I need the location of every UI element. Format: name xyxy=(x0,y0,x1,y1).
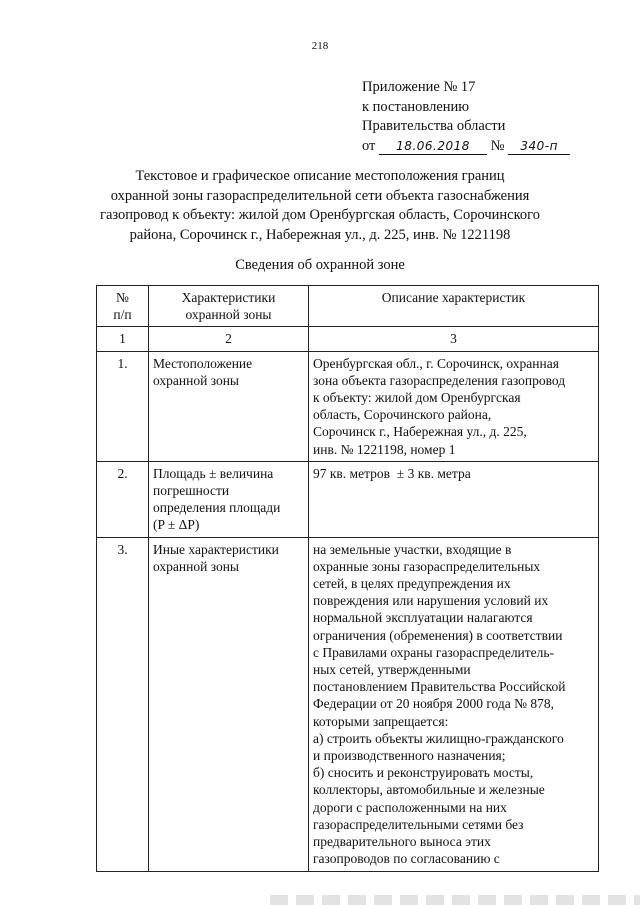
row-characteristic xyxy=(149,461,309,537)
text-line: охранной зоны xyxy=(153,558,240,574)
text-line: б) сносить и реконструировать мосты, xyxy=(313,765,534,781)
number-prefix: № xyxy=(490,137,505,154)
text-line: ограничения (обременения) в соответствии xyxy=(313,627,563,643)
text-line: 97 кв. метров ± 3 кв. метра xyxy=(313,465,471,481)
text-line: которыми запрещается: xyxy=(313,713,449,729)
row-description xyxy=(309,461,599,537)
header-desc-text: Описание характеристик xyxy=(381,290,526,305)
section-subtitle: Сведения об охранной зоне xyxy=(235,257,405,273)
text-line: а) строить объекты жилищно-гражданского xyxy=(313,730,564,746)
text-line: погрешности xyxy=(153,483,230,499)
header-num-line-1: № xyxy=(116,290,129,305)
table-row xyxy=(97,461,599,537)
text-line: к объекту: жилой дом Оренбургская xyxy=(313,390,521,406)
text-line: газопроводов по согласованию с xyxy=(313,851,500,867)
document-title xyxy=(0,167,640,245)
table-row xyxy=(97,351,599,461)
handwritten-date: 18.06.2018 xyxy=(396,138,470,153)
header-char-line-2: охранной зоны xyxy=(185,307,272,323)
text-line: коллекторы, автомобильные и железные xyxy=(313,782,545,798)
text-line: охранной зоны xyxy=(153,372,240,388)
header-num xyxy=(97,286,149,327)
text-line: Оренбургская обл., г. Сорочинск, охранная xyxy=(313,355,559,371)
text-line: Сорочинск г., Набережная ул., д. 225, xyxy=(313,424,527,440)
text-line: дороги с расположенными на них xyxy=(313,799,507,815)
text-line: определения площади xyxy=(153,500,281,516)
text-line: область, Сорочинского района, xyxy=(313,407,492,423)
title-line-1: Текстовое и графическое описание местоположения границ xyxy=(135,168,505,184)
row-characteristic xyxy=(149,351,309,461)
text-line: Иные характеристики xyxy=(153,541,279,557)
text-line: охранные зоны газораспределительных xyxy=(313,558,541,574)
text-line: постановлением Правительства Российской xyxy=(313,679,566,695)
row-description xyxy=(309,351,599,461)
column-number: 1 xyxy=(97,327,149,351)
text-line: ных сетей, утвержденными xyxy=(313,662,471,678)
date-prefix: от xyxy=(362,137,376,154)
table-header-row xyxy=(97,286,599,327)
text-line: зона объекта газораспределения газопровод xyxy=(313,372,566,388)
appendix-line-1: Приложение № 17 xyxy=(362,79,476,95)
text-line: Местоположение xyxy=(153,355,253,371)
page-number: 218 xyxy=(311,40,329,52)
title-line-2: охранной зоны газораспределительной сети объекта газоснабжения xyxy=(110,187,530,204)
text-line: на земельные участки, входящие в xyxy=(313,541,512,557)
header-num-line-2: п/п xyxy=(113,307,132,323)
row-number: 1. xyxy=(97,351,149,461)
appendix-date-line xyxy=(362,137,570,157)
title-line-4: района, Сорочинск г., Набережная ул., д. 225, инв. № 1221198 xyxy=(129,226,511,243)
header-description xyxy=(309,286,599,327)
text-line: (P ± ΔP) xyxy=(153,517,200,533)
handwritten-number: 340-п xyxy=(520,138,558,153)
appendix-line-3: Правительства области xyxy=(362,118,506,134)
row-number: 3. xyxy=(97,537,149,871)
row-description xyxy=(309,537,599,871)
row-characteristic xyxy=(149,537,309,871)
column-number-row xyxy=(97,327,599,351)
column-number: 2 xyxy=(149,327,309,351)
text-line: инв. № 1221198, номер 1 xyxy=(313,441,456,457)
table-row xyxy=(97,537,599,871)
header-char-line-1: Характеристики xyxy=(181,290,276,305)
text-line: Площадь ± величина xyxy=(153,465,274,481)
header-characteristics xyxy=(149,286,309,327)
text-line: предварительного выноса этих xyxy=(313,834,491,850)
column-number: 3 xyxy=(309,327,599,351)
protection-zone-table xyxy=(96,285,599,872)
text-line: газораспределительными сетями без xyxy=(313,816,524,832)
text-line: Федерации от 20 ноября 2000 года № 878, xyxy=(313,696,555,712)
row-number: 2. xyxy=(97,461,149,537)
appendix-line-2: к постановлению xyxy=(362,98,470,115)
text-line: повреждения или нарушения условий их xyxy=(313,593,549,609)
text-line: сетей, в целях предупреждения их xyxy=(313,576,511,592)
text-line: и производственного назначения; xyxy=(313,748,506,764)
scan-edge-artifact xyxy=(270,895,640,905)
text-line: нормальной эксплуатации налагаются xyxy=(313,610,533,626)
title-line-3: газопровод к объекту: жилой дом Оренбургская область, Сорочинского xyxy=(100,207,540,223)
appendix-block xyxy=(362,78,570,156)
text-line: с Правилами охраны газораспределитель- xyxy=(313,644,555,660)
